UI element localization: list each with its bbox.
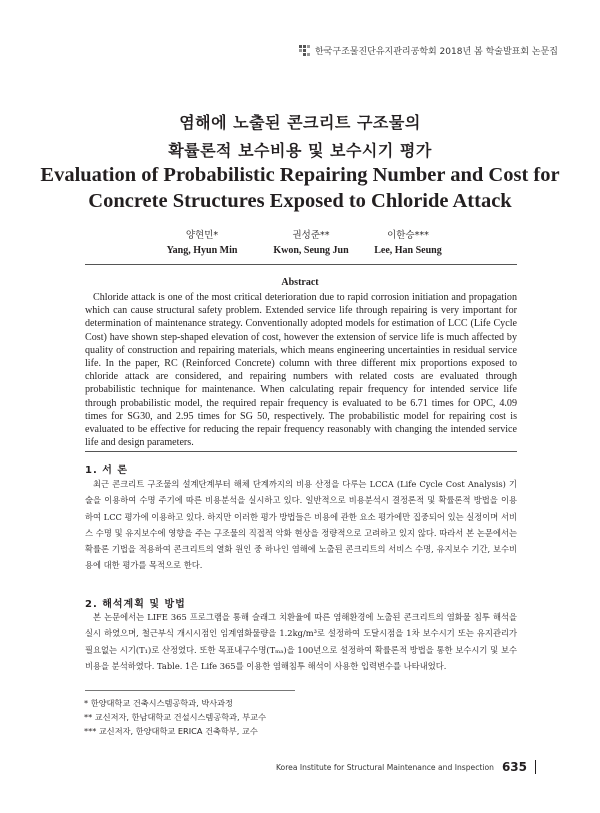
section-2-heading: 2. 해석계획 및 방법	[85, 599, 186, 610]
author-1-english-name: Yang, Hyun Min	[166, 245, 238, 256]
footnote-3: *** 교신저자, 한양대학교 ERICA 건축학부, 교수	[84, 726, 258, 736]
korean-title-line-1: 염해에 노출된 콘크리트 구조물의	[179, 113, 421, 132]
journal-header	[299, 44, 558, 57]
footer-institute: Korea Institute for Structural Maintenance and Inspection	[275, 762, 494, 772]
author-3-english-name: Lee, Han Seung	[374, 245, 442, 256]
section-1-text: 최근 콘크리트 구조물의 설계단계부터 해체 단계까지의 비용 산정을 다루는 LCCA (Life Cycle Cost Analysis) 기술을 이용하여 수명 주기에 따른 비용분석을 실시하고 있다. 일반적으로 비용분석시 결정론적 및 확률론적 방법을 이용하여 LCC 평가에 이용하고 있다. 하지만 이러한 평가 방법들은 비용에 관한 요소 평가에만 집중되어 있는 실정이며 서비스 수명 및 유지보수에 영향을 주는 구조물의 직접적 악화 현상을 정량적으로 고려하고 있지 않다. 따라서 본 논문에서는 확률론 기법을 적용하여 콘크리트의 열화 원인 중 하나인 염해에 노출된 콘크리트의 서비스 수명, 유지보수 기간, 보수비용에 대한 평가를 목적으로 한다.	[85, 479, 517, 571]
author-3	[338, 228, 478, 258]
page-number: 635	[501, 760, 527, 774]
section-1-heading: 1. 서 론	[85, 465, 129, 476]
footnote-1: * 한양대학교 건축시스템공학과, 박사과정	[84, 698, 233, 708]
authors-divider	[85, 264, 517, 265]
footnotes	[84, 696, 266, 738]
abstract-heading: Abstract	[281, 277, 319, 288]
abstract-divider	[85, 451, 517, 452]
section-2-text: 본 논문에서는 LIFE 365 프로그램을 통해 슬래그 치환율에 따른 염해환경에 노출된 콘크리트의 염화물 침투 해석을 실시 하였으며, 철근부식 개시시점인 임계염화물량을 1.2kg/m³로 설정하여 도달시점을 1차 보수시기 또는 유지관리가 필요없는 시기(T₁)로 산정였다. 또한 목표내구수명(Tₘₐ)을 100년으로 설정하여 확률론적 방법을 통한 보수시기 및 보수비용을 분석하였다. Table. 1은 Life 365를 이용한 염해침투 해석이 사용한 입력변수를 나타내었다.	[85, 612, 517, 671]
author-3-korean-name: 이한승***	[387, 230, 429, 241]
korean-title-line-2: 확률론적 보수비용 및 보수시기 평가	[168, 141, 432, 160]
author-2-korean-name: 권성준**	[292, 230, 330, 241]
footnote-2: ** 교신저자, 한남대학교 건설시스템공학과, 부교수	[84, 712, 266, 722]
footnote-divider	[85, 690, 295, 691]
journal-name: 한국구조물진단유지관리공학회 2018년 봄 학술발표회 논문집	[314, 47, 558, 57]
abstract-text: Chloride attack is one of the most critical deterioration due to rapid corrosion initiation and propagation which can cause structural safety problem. Extended service life through repairing is very important for determination of maintenance strategy. Conventionally adopted models for estimation of LCC (Life Cycle Cost) have shown step-shaped elevation of cost, however the extension of service life is much affected by quality of construction and repairing materials, which means engineering uncertainties in residual service life. In the paper, RC (Reinforced Concrete) column with three different mix proportions exposed to chloride attack are considered, and repairing numbers with related costs are evaluated through probabilistic technique for maintenance. When calculating repair frequency for intended service life through probabilistic model, the required repair frequency is evaluated to be 6.71 times for OPC, 4.09 times for SG30, and 2.95 times for SG 50, respectively. The probabilistic model for repairing cost is evaluated to be effective for reducing the repair frequency reasonably with changing the intended service life and design parameters.	[85, 292, 517, 449]
page-footer	[276, 760, 536, 774]
english-title-line-2: Concrete Structures Exposed to Chloride Attack	[88, 190, 512, 212]
author-2-english-name: Kwon, Seung Jun	[273, 245, 349, 256]
footer-bar	[535, 760, 536, 774]
journal-logo-icon	[299, 45, 311, 57]
author-1-korean-name: 양현민*	[185, 230, 219, 241]
english-title-line-1: Evaluation of Probabilistic Repairing Number and Cost for	[40, 164, 560, 186]
